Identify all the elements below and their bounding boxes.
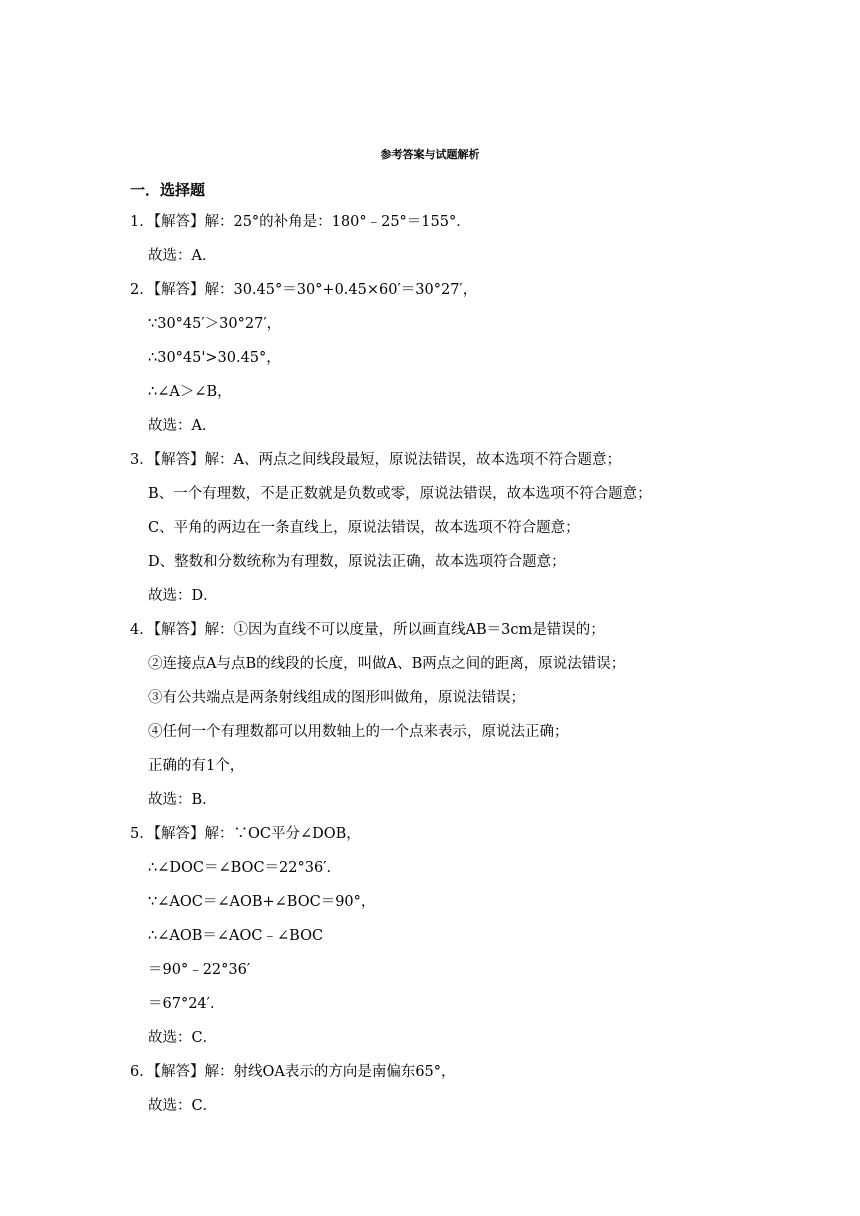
q2-answer-line: 故选：A． (148, 418, 217, 434)
q4-step-line: 正确的有1个， (148, 758, 245, 774)
q2-step-line: ∵30°45′＞30°27′， (148, 316, 282, 332)
q3-step-line: C、平角的两边在一条直线上，原说法错误，故本选项不符合题意； (148, 520, 580, 536)
q5-step-line: ∵∠AOC＝∠AOB+∠BOC＝90°， (148, 894, 376, 910)
q5-solution-line: 5．【解答】解：∵OC平分∠DOB， (130, 826, 361, 842)
q5-step-line: ∴∠AOB＝∠AOC﹣∠BOC (148, 928, 324, 944)
q1-answer-line: 故选：A． (148, 248, 217, 264)
q3-step-line: D、整数和分数统称为有理数，原说法正确，故本选项符合题意； (148, 554, 566, 570)
q5-step-line: ∴∠DOC＝∠BOC＝22°36′． (148, 860, 341, 876)
q6-answer-line: 故选：C． (148, 1098, 218, 1114)
q4-solution-line: 4．【解答】解：①因为直线不可以度量，所以画直线AB＝3cm是错误的； (130, 622, 605, 638)
section-heading: 一．选择题 (130, 181, 206, 199)
q5-answer-line: 故选：C． (148, 1030, 218, 1046)
q5-step-line: ＝90°﹣22°36′ (148, 962, 251, 978)
q4-step-line: ③有公共端点是两条射线组成的图形叫做角，原说法错误； (148, 690, 525, 706)
q3-solution-line: 3．【解答】解：A、两点之间线段最短，原说法错误，故本选项不符合题意； (130, 452, 621, 468)
q1-solution-line: 1．【解答】解：25°的补角是：180°﹣25°＝155°． (130, 214, 471, 230)
q2-solution-line: 2．【解答】解：30.45°＝30°+0.45×60′＝30°27′， (130, 282, 478, 298)
q3-answer-line: 故选：D． (148, 588, 218, 604)
page-title: 参考答案与试题解析 (380, 148, 480, 161)
q4-answer-line: 故选：B． (148, 792, 217, 808)
q6-solution-line: 6．【解答】解：射线OA表示的方向是南偏东65°， (130, 1064, 456, 1080)
q2-step-line: ∴30°45'>30.45°， (148, 350, 281, 366)
q3-step-line: B、一个有理数，不是正数就是负数或零，原说法错误，故本选项不符合题意； (148, 486, 652, 502)
q2-step-line: ∴∠A＞∠B， (148, 384, 232, 400)
q4-step-line: ④任何一个有理数都可以用数轴上的一个点来表示，原说法正确； (148, 724, 569, 740)
q5-step-line: ＝67°24′． (148, 996, 225, 1012)
q4-step-line: ②连接点A与点B的线段的长度，叫做A、B两点之间的距离，原说法错误； (148, 656, 626, 672)
